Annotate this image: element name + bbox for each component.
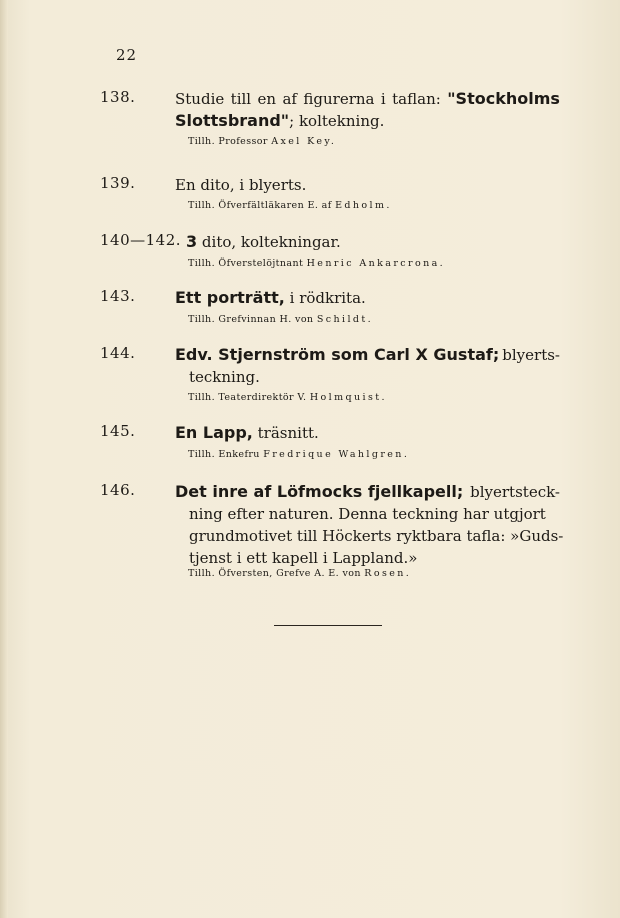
title-text: En Lapp,: [175, 423, 253, 442]
entry-line-1: [175, 344, 560, 366]
entry-line-1: [175, 287, 560, 309]
entry-number: 144.: [100, 344, 136, 362]
owner-name: Edholm.: [335, 200, 392, 211]
page-binding-shadow: [0, 0, 8, 918]
word: till: [230, 90, 252, 108]
owner-name: Henric Ankarcrona.: [306, 258, 446, 269]
owner-prefix: Tillh. Grefvinnan H. von: [188, 314, 314, 325]
entry-number: 146.: [100, 481, 136, 499]
entry-text: [175, 422, 560, 444]
entry-text: [175, 344, 560, 388]
owner-name: Axel Key.: [271, 136, 337, 147]
entry-line-2: [175, 503, 560, 525]
entry-line-3: grundmotivet till Höckerts ryktbara tafla: »Guds-: [189, 527, 564, 545]
entry-number: 143.: [100, 287, 136, 305]
medium-text: träsnitt.: [257, 424, 319, 442]
entry-line-1: [175, 422, 560, 444]
entry-number: 138.: [100, 88, 136, 106]
body-text: ning efter naturen. Denna teckning har utgjort: [189, 505, 546, 523]
title-text: Edv. Stjernström som Carl X Gustaf;: [175, 345, 500, 364]
owner-prefix: Tillh. Öfverstelöjtnant: [188, 258, 304, 269]
word: figurerna: [303, 90, 375, 108]
owner-name: Fredrique Wahlgren.: [263, 449, 410, 460]
medium-text: blyertsteck-: [470, 483, 560, 501]
word: i: [380, 90, 386, 108]
entry-line-1: [175, 481, 560, 503]
owner-line: [188, 258, 445, 269]
entry-text: [175, 287, 560, 309]
entry-line-2: [175, 110, 560, 132]
entry-number: 145.: [100, 422, 136, 440]
closing-rule: [274, 625, 382, 626]
title-text: 3: [186, 232, 198, 251]
entry-text: [186, 231, 560, 253]
entry-text: [175, 174, 560, 196]
title-text: Ett porträtt,: [175, 288, 285, 307]
owner-prefix: Tillh. Teaterdirektör V.: [188, 392, 307, 403]
owner-line: [188, 449, 409, 460]
medium-text: i rödkrita.: [289, 289, 366, 307]
word: Studie: [175, 90, 225, 108]
page-number: 22: [116, 46, 138, 64]
owner-line: [188, 136, 336, 147]
title-text: Det inre af Löfmocks fjellkapell;: [175, 482, 464, 501]
entry-line-1: [175, 88, 560, 110]
entry-line-4: tjenst i ett kapell i Lappland.»: [189, 549, 418, 567]
owner-line: [188, 392, 387, 403]
medium-text: blyerts-: [502, 346, 560, 364]
owner-prefix: Tillh. Öfverfältläkaren E. af: [188, 200, 332, 211]
entry-number: 140—142.: [100, 231, 182, 249]
owner-line: [188, 200, 392, 211]
medium-text: dito, koltekningar.: [201, 233, 341, 251]
owner-name: Schildt.: [316, 314, 374, 325]
medium-text: ; koltekning.: [289, 112, 385, 130]
owner-name: Holmquist.: [309, 392, 387, 403]
owner-prefix: Tillh. Enkefru: [188, 449, 260, 460]
owner-prefix: Tillh. Professor: [188, 136, 268, 147]
owner-prefix: Tillh. Öfversten, Grefve A. E. von: [188, 568, 361, 579]
owner-name: Rosen.: [364, 568, 412, 579]
word: taflan:: [392, 90, 441, 108]
title-text: Slottsbrand": [175, 111, 290, 130]
owner-line: [188, 314, 373, 325]
entry-number: 139.: [100, 174, 136, 192]
title-word: "Stockholms: [447, 89, 560, 108]
word: en: [257, 90, 277, 108]
word: af: [282, 90, 297, 108]
entry-line-1: [186, 231, 560, 253]
entry-line-2: teckning.: [189, 368, 260, 386]
entry-text: [175, 88, 560, 132]
entry-text: [175, 481, 564, 569]
owner-line: [188, 568, 411, 579]
entry-line-1: En dito, i blyerts.: [175, 176, 307, 194]
